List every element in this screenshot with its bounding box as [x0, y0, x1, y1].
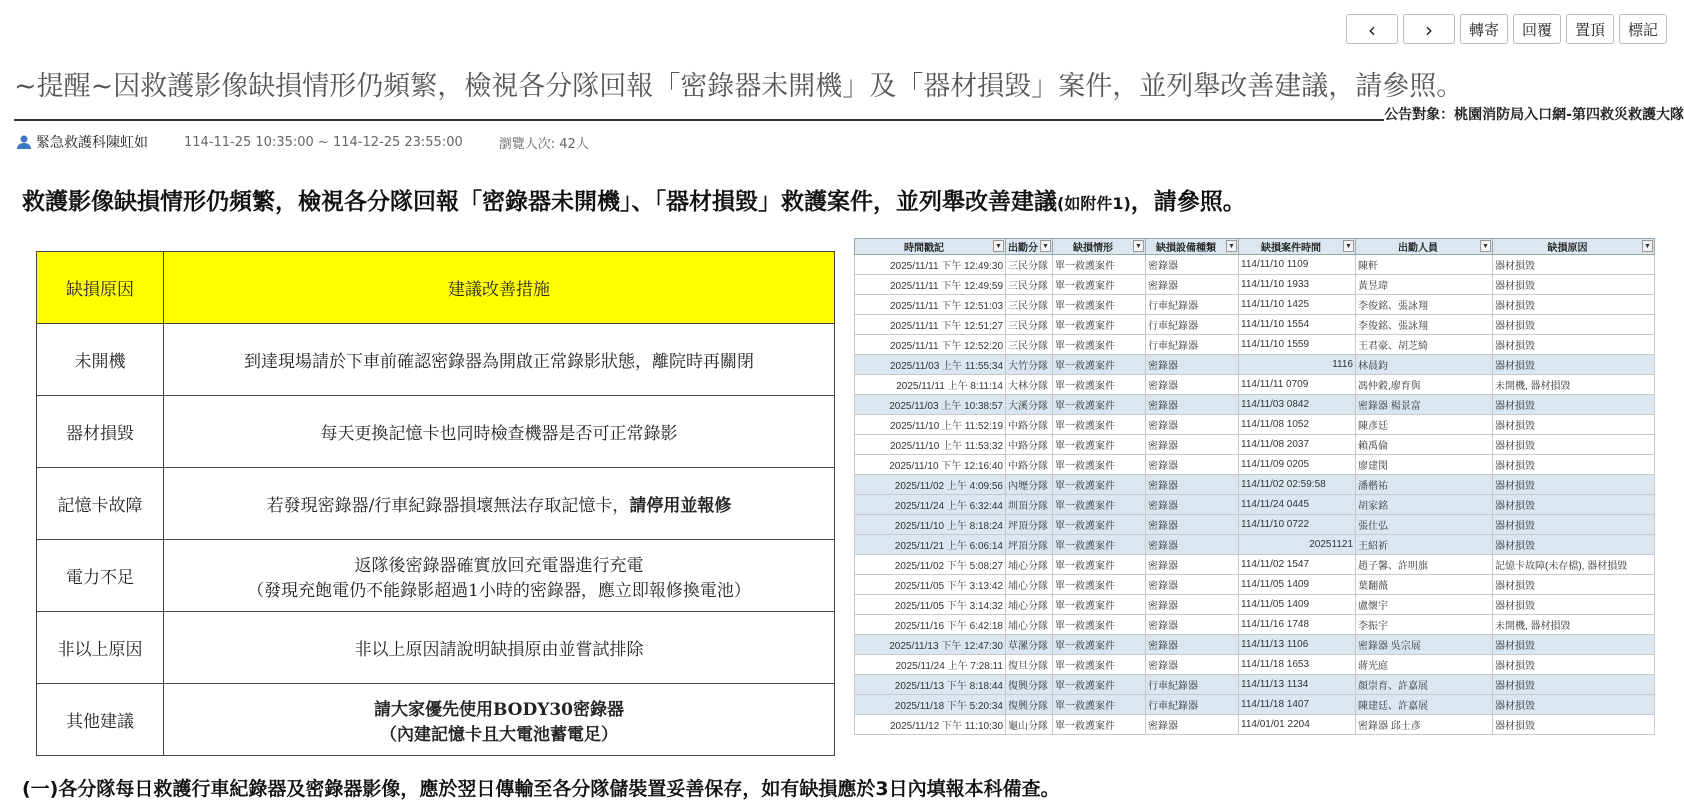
spreadsheet-cell[interactable]: 2025/11/24 上午 7:28:11 [855, 655, 1006, 675]
spreadsheet-cell[interactable]: 器材損毀 [1493, 535, 1655, 555]
spreadsheet-cell[interactable]: 賴禹倫 [1356, 435, 1493, 455]
spreadsheet-row [855, 275, 1655, 295]
spreadsheet-cell[interactable]: 行車紀錄器 [1146, 675, 1239, 695]
spreadsheet-cell[interactable]: 114/01/01 2204 [1239, 715, 1356, 735]
spreadsheet-cell[interactable]: 2025/11/03 上午 10:38:57 [855, 395, 1006, 415]
spreadsheet-cell[interactable]: 單一救護案件 [1053, 275, 1146, 295]
spreadsheet-cell[interactable]: 單一救護案件 [1053, 315, 1146, 335]
suggestion-row [37, 540, 835, 612]
spreadsheet-cell[interactable]: 大林分隊 [1006, 375, 1053, 395]
spreadsheet-cell[interactable]: 密錄器 [1146, 375, 1239, 395]
spreadsheet-cell[interactable]: 單一救護案件 [1053, 595, 1146, 615]
spreadsheet-cell[interactable]: 114/11/24 0445 [1239, 495, 1356, 515]
spreadsheet-cell[interactable]: 114/11/18 1653 [1239, 655, 1356, 675]
spreadsheet-cell[interactable]: 114/11/05 1409 [1239, 575, 1356, 595]
spreadsheet-cell[interactable]: 單一救護案件 [1053, 535, 1146, 555]
spreadsheet-cell[interactable]: 單一救護案件 [1053, 335, 1146, 355]
spreadsheet-cell[interactable]: 2025/11/16 下午 6:42:18 [855, 615, 1006, 635]
spreadsheet-cell[interactable]: 李俊銘、張詠翔 [1356, 295, 1493, 315]
column-header-label: 缺損原因 [1547, 243, 1588, 254]
post-dates: 114-11-25 10:35:00 ~ 114-12-25 23:55:00 [184, 134, 463, 150]
spreadsheet-cell[interactable]: 行車紀錄器 [1146, 295, 1239, 315]
spreadsheet-cell[interactable]: 114/11/03 0842 [1239, 395, 1356, 415]
spreadsheet-cell[interactable]: 陳軒 [1356, 255, 1493, 275]
spreadsheet-cell[interactable]: 密錄器 [1146, 535, 1239, 555]
user-icon [16, 134, 32, 150]
measure-line-1: 請大家優先使用BODY30密錄器 [373, 699, 625, 720]
spreadsheet-cell[interactable]: 114/11/10 1559 [1239, 335, 1356, 355]
column-header-label: 出勤分 [1008, 243, 1038, 254]
spreadsheet-cell[interactable]: 密錄器 吳宗展 [1356, 635, 1493, 655]
column-header[interactable] [1493, 239, 1655, 255]
spreadsheet-cell[interactable]: 密錄器 [1146, 595, 1239, 615]
spreadsheet-cell[interactable]: 埔心分隊 [1006, 555, 1053, 575]
headline-attachment-note: (如附件1) [1057, 194, 1131, 213]
measure-cell: 每天更換記憶卡也同時檢查機器是否可正常錄影 [164, 396, 835, 468]
reason-cell: 非以上原因 [37, 612, 164, 684]
spreadsheet-cell[interactable]: 中路分隊 [1006, 435, 1053, 455]
spreadsheet-cell[interactable]: 器材損毀 [1493, 255, 1655, 275]
spreadsheet-cell[interactable]: 2025/11/11 下午 12:49:59 [855, 275, 1006, 295]
spreadsheet-cell[interactable]: 單一救護案件 [1053, 355, 1146, 375]
spreadsheet-cell[interactable]: 王君豪、胡芝綺 [1356, 335, 1493, 355]
spreadsheet-cell[interactable]: 2025/11/11 下午 12:51:03 [855, 295, 1006, 315]
spreadsheet-row [855, 355, 1655, 375]
spreadsheet-row [855, 555, 1655, 575]
spreadsheet-cell[interactable]: 2025/11/11 下午 12:52:20 [855, 335, 1006, 355]
measure-line-2: （發現充飽電仍不能錄影超過1小時的密錄器，應立即報修換電池） [247, 580, 751, 601]
spreadsheet-cell[interactable]: 埔心分隊 [1006, 615, 1053, 635]
audience-label: 公告對象：桃園消防局入口網-第四救災救護大隊 [1384, 104, 1684, 124]
measure-cell: 非以上原因請說明缺損原由並嘗試排除 [164, 612, 835, 684]
spreadsheet-cell[interactable]: 器材損毀 [1493, 415, 1655, 435]
spreadsheet-cell[interactable]: 2025/11/05 下午 3:13:42 [855, 575, 1006, 595]
spreadsheet-cell[interactable]: 單一救護案件 [1053, 555, 1146, 575]
spreadsheet-cell[interactable]: 大溪分隊 [1006, 395, 1053, 415]
spreadsheet-cell[interactable]: 密錄器 [1146, 615, 1239, 635]
spreadsheet-cell[interactable]: 114/11/13 1134 [1239, 675, 1356, 695]
reason-cell: 未開機 [37, 324, 164, 396]
spreadsheet-row [855, 595, 1655, 615]
spreadsheet-row [855, 335, 1655, 355]
spreadsheet-cell[interactable]: 114/11/09 0205 [1239, 455, 1356, 475]
spreadsheet-cell[interactable]: 2025/11/10 上午 11:53:32 [855, 435, 1006, 455]
measure-emphasis: 請停用並報修 [629, 496, 732, 516]
spreadsheet-cell[interactable]: 密錄器 [1146, 555, 1239, 575]
spreadsheet-cell[interactable]: 胡家銘 [1356, 495, 1493, 515]
spreadsheet-cell[interactable]: 廖建閔 [1356, 455, 1493, 475]
spreadsheet-row [855, 575, 1655, 595]
filter-dropdown-icon[interactable]: ▼ [1226, 240, 1237, 252]
column-header-label: 缺損案件時間 [1261, 243, 1321, 254]
measure-cell [164, 684, 835, 756]
spreadsheet-cell[interactable]: 114/11/10 1425 [1239, 295, 1356, 315]
spreadsheet-cell[interactable]: 三民分隊 [1006, 335, 1053, 355]
spreadsheet-cell[interactable]: 器材損毀 [1493, 595, 1655, 615]
spreadsheet-cell[interactable]: 密錄器 [1146, 355, 1239, 375]
spreadsheet-cell[interactable]: 114/11/02 02:59:58 [1239, 475, 1356, 495]
spreadsheet-cell[interactable]: 李振宇 [1356, 615, 1493, 635]
spreadsheet-cell[interactable]: 單一救護案件 [1053, 715, 1146, 735]
spreadsheet-cell[interactable]: 密錄器 [1146, 455, 1239, 475]
spreadsheet-cell[interactable]: 密錄器 [1146, 275, 1239, 295]
spreadsheet-cell[interactable]: 記憶卡故障(未存檔), 器材損毀 [1493, 555, 1655, 575]
spreadsheet-row [855, 455, 1655, 475]
column-header-label: 時間戳記 [904, 243, 944, 254]
spreadsheet-row [855, 715, 1655, 735]
spreadsheet-cell[interactable]: 2025/11/11 下午 12:49:30 [855, 255, 1006, 275]
spreadsheet-cell[interactable]: 2025/11/02 上午 4:09:56 [855, 475, 1006, 495]
spreadsheet-cell[interactable]: 行車紀錄器 [1146, 695, 1239, 715]
spreadsheet-cell[interactable]: 復興分隊 [1006, 695, 1053, 715]
spreadsheet-cell[interactable]: 器材損毀 [1493, 315, 1655, 335]
filter-dropdown-icon[interactable]: ▼ [1642, 240, 1653, 252]
column-header-label: 缺損情形 [1073, 243, 1113, 254]
spreadsheet-cell[interactable]: 單一救護案件 [1053, 395, 1146, 415]
spreadsheet-cell[interactable]: 中路分隊 [1006, 415, 1053, 435]
spreadsheet-cell[interactable]: 陳建廷、許嘉展 [1356, 695, 1493, 715]
spreadsheet-cell[interactable]: 2025/11/03 上午 11:55:34 [855, 355, 1006, 375]
spreadsheet-cell[interactable]: 密錄器 [1146, 435, 1239, 455]
spreadsheet-cell[interactable]: 2025/11/11 上午 8:11:14 [855, 375, 1006, 395]
view-count: 瀏覽人次: 42人 [498, 136, 589, 152]
spreadsheet-cell[interactable]: 2025/11/10 下午 12:16:40 [855, 455, 1006, 475]
reason-cell: 記憶卡故障 [37, 468, 164, 540]
spreadsheet-cell[interactable]: 2025/11/18 下午 5:20:34 [855, 695, 1006, 715]
spreadsheet-cell[interactable]: 器材損毀 [1493, 655, 1655, 675]
spreadsheet-cell[interactable]: 復興分隊 [1006, 675, 1053, 695]
spreadsheet-row [855, 475, 1655, 495]
spreadsheet-cell[interactable]: 埔心分隊 [1006, 595, 1053, 615]
spreadsheet-cell[interactable]: 1116 [1239, 355, 1356, 375]
suggestion-row [37, 468, 835, 540]
suggestion-table [36, 251, 835, 756]
spreadsheet-row [855, 315, 1655, 335]
spreadsheet-cell[interactable]: 單一救護案件 [1053, 635, 1146, 655]
spreadsheet-cell[interactable]: 114/11/08 1052 [1239, 415, 1356, 435]
spreadsheet-cell[interactable]: 密錄器 [1146, 415, 1239, 435]
spreadsheet-header-row [855, 239, 1655, 255]
column-header[interactable] [1239, 239, 1356, 255]
spreadsheet-cell[interactable]: 單一救護案件 [1053, 415, 1146, 435]
spreadsheet-cell[interactable]: 三民分隊 [1006, 315, 1053, 335]
filter-dropdown-icon[interactable]: ▼ [1480, 240, 1491, 252]
spreadsheet-cell[interactable]: 密錄器 [1146, 395, 1239, 415]
spreadsheet-cell[interactable]: 器材損毀 [1493, 395, 1655, 415]
column-header-label: 出勤人員 [1398, 243, 1438, 254]
spreadsheet-cell[interactable]: 密錄器 [1146, 255, 1239, 275]
suggestion-row [37, 396, 835, 468]
spreadsheet-cell[interactable]: 114/11/10 1109 [1239, 255, 1356, 275]
column-header[interactable] [1053, 239, 1146, 255]
spreadsheet-cell[interactable]: 器材損毀 [1493, 435, 1655, 455]
spreadsheet-cell[interactable]: 單一救護案件 [1053, 615, 1146, 635]
spreadsheet-row [855, 515, 1655, 535]
spreadsheet-cell[interactable]: 114/11/10 1554 [1239, 315, 1356, 335]
headline-main: 救護影像缺損情形仍頻繁，檢視各分隊回報「密錄器未開機」、「器材損毀」救護案件，並列舉改善建議 [22, 189, 1057, 215]
header-reason: 缺損原因 [37, 252, 164, 324]
spreadsheet-cell[interactable]: 馮仲穀,廖育與 [1356, 375, 1493, 395]
spreadsheet-cell[interactable]: 單一救護案件 [1053, 475, 1146, 495]
spreadsheet-cell[interactable]: 三民分隊 [1006, 275, 1053, 295]
spreadsheet-cell[interactable]: 單一救護案件 [1053, 675, 1146, 695]
headline-end: ，請參照。 [1130, 189, 1246, 215]
spreadsheet-cell[interactable]: 2025/11/11 下午 12:51:27 [855, 315, 1006, 335]
spreadsheet-cell[interactable]: 草漯分隊 [1006, 635, 1053, 655]
spreadsheet-cell[interactable]: 2025/11/10 上午 11:52:19 [855, 415, 1006, 435]
filter-dropdown-icon[interactable]: ▼ [1343, 240, 1354, 252]
forward-button[interactable]: 轉寄 [1460, 14, 1508, 44]
spreadsheet-cell[interactable]: 114/11/02 1547 [1239, 555, 1356, 575]
spreadsheet-cell[interactable]: 單一救護案件 [1053, 575, 1146, 595]
spreadsheet-row [855, 415, 1655, 435]
post-title: ~提醒~因救護影像缺損情形仍頻繁，檢視各分隊回報「密錄器未開機」及「器材損毀」案件，並列舉改善建議，請參照。 [14, 71, 1464, 102]
spreadsheet-cell[interactable]: 2025/11/21 上午 6:06:14 [855, 535, 1006, 555]
reason-cell: 器材損毀 [37, 396, 164, 468]
suggestion-row [37, 324, 835, 396]
spreadsheet-cell[interactable]: 器材損毀 [1493, 675, 1655, 695]
spreadsheet-cell[interactable]: 行車紀錄器 [1146, 315, 1239, 335]
spreadsheet-cell[interactable]: 密錄器 [1146, 495, 1239, 515]
spreadsheet-cell[interactable]: 器材損毀 [1493, 355, 1655, 375]
spreadsheet-cell[interactable]: 114/11/08 2037 [1239, 435, 1356, 455]
measure-cell: 到達現場請於下車前確認密錄器為開啟正常錄影狀態，離院時再關閉 [164, 324, 835, 396]
spreadsheet-cell[interactable]: 圳頂分隊 [1006, 495, 1053, 515]
column-header[interactable] [1356, 239, 1493, 255]
column-header-label: 缺損設備種類 [1156, 243, 1216, 254]
author-link[interactable]: 緊急救護科陳虹如 [36, 135, 148, 151]
spreadsheet-cell[interactable]: 張仕弘 [1356, 515, 1493, 535]
spreadsheet-cell[interactable]: 114/11/11 0709 [1239, 375, 1356, 395]
header-measure: 建議改善措施 [164, 252, 835, 324]
spreadsheet-row [855, 655, 1655, 675]
spreadsheet-cell[interactable]: 林晨鈞 [1356, 355, 1493, 375]
spreadsheet-cell[interactable]: 單一救護案件 [1053, 255, 1146, 275]
spreadsheet-cell[interactable]: 114/11/10 0722 [1239, 515, 1356, 535]
spreadsheet-cell[interactable]: 2025/11/05 下午 3:14:32 [855, 595, 1006, 615]
post-toolbar [1346, 14, 1667, 44]
spreadsheet-cell[interactable]: 三民分隊 [1006, 255, 1053, 275]
spreadsheet-cell[interactable]: 器材損毀 [1493, 275, 1655, 295]
spreadsheet-cell[interactable]: 密錄器 邱士彥 [1356, 715, 1493, 735]
spreadsheet-cell[interactable]: 2025/11/12 下午 11:10:30 [855, 715, 1006, 735]
spreadsheet-row [855, 635, 1655, 655]
spreadsheet-row [855, 375, 1655, 395]
spreadsheet-cell[interactable]: 密錄器 [1146, 635, 1239, 655]
spreadsheet-cell[interactable]: 黃昱瑋 [1356, 275, 1493, 295]
spreadsheet-cell[interactable]: 李俊銘、張詠翔 [1356, 315, 1493, 335]
spreadsheet-cell[interactable]: 單一救護案件 [1053, 655, 1146, 675]
spreadsheet-cell[interactable]: 單一救護案件 [1053, 515, 1146, 535]
spreadsheet-cell[interactable]: 盧懷宇 [1356, 595, 1493, 615]
spreadsheet-cell[interactable]: 單一救護案件 [1053, 495, 1146, 515]
filter-dropdown-icon[interactable]: ▼ [1040, 240, 1051, 252]
prev-post-button[interactable]: ‹ [1346, 14, 1398, 44]
spreadsheet-cell[interactable]: 單一救護案件 [1053, 435, 1146, 455]
spreadsheet-cell[interactable]: 潘楷祐 [1356, 475, 1493, 495]
spreadsheet-row [855, 255, 1655, 275]
measure-line-1: 返隊後密錄器確實放回充電器進行充電 [354, 555, 644, 576]
spreadsheet-row [855, 295, 1655, 315]
spreadsheet-cell[interactable]: 王紹祈 [1356, 535, 1493, 555]
reply-button[interactable]: 回覆 [1513, 14, 1561, 44]
spreadsheet-cell[interactable]: 2025/11/13 下午 12:47:30 [855, 635, 1006, 655]
suggestion-row [37, 612, 835, 684]
spreadsheet-cell[interactable]: 密錄器 [1146, 655, 1239, 675]
spreadsheet-cell[interactable]: 未開機, 器材損毀 [1493, 375, 1655, 395]
measure-line-2: （內建記憶卡且大電池蓄電足） [380, 724, 618, 745]
spreadsheet-cell[interactable]: 器材損毀 [1493, 335, 1655, 355]
spreadsheet-cell[interactable]: 內壢分隊 [1006, 475, 1053, 495]
spreadsheet-cell[interactable]: 密錄器 [1146, 475, 1239, 495]
spreadsheet-cell[interactable]: 單一救護案件 [1053, 295, 1146, 315]
spreadsheet-cell[interactable]: 坪頂分隊 [1006, 535, 1053, 555]
spreadsheet-cell[interactable]: 114/11/05 1409 [1239, 595, 1356, 615]
spreadsheet-cell[interactable]: 114/11/16 1748 [1239, 615, 1356, 635]
spreadsheet-row [855, 675, 1655, 695]
spreadsheet-row [855, 695, 1655, 715]
spreadsheet-cell[interactable]: 20251121 [1239, 535, 1356, 555]
spreadsheet-row [855, 495, 1655, 515]
spreadsheet-cell[interactable]: 器材損毀 [1493, 495, 1655, 515]
spreadsheet-row [855, 535, 1655, 555]
spreadsheet-cell[interactable]: 2025/11/13 下午 8:18:44 [855, 675, 1006, 695]
pin-button[interactable]: 置頂 [1566, 14, 1614, 44]
spreadsheet-cell[interactable]: 器材損毀 [1493, 475, 1655, 495]
spreadsheet-cell[interactable]: 114/11/10 1933 [1239, 275, 1356, 295]
spreadsheet-cell[interactable]: 中路分隊 [1006, 455, 1053, 475]
spreadsheet-cell[interactable]: 單一救護案件 [1053, 375, 1146, 395]
spreadsheet-row [855, 615, 1655, 635]
footer-note: (一)各分隊每日救護行車紀錄器及密錄器影像，應於翌日傳輸至各分隊儲裝置妥善保存，如有缺損應於3日內填報本科備查。 [22, 778, 1060, 800]
spreadsheet-cell[interactable]: 2025/11/24 上午 6:32:44 [855, 495, 1006, 515]
suggestion-row [37, 684, 835, 756]
spreadsheet-body [855, 255, 1655, 735]
spreadsheet-cell[interactable]: 密錄器 [1146, 715, 1239, 735]
mark-button[interactable]: 標記 [1619, 14, 1667, 44]
spreadsheet-cell[interactable]: 2025/11/02 下午 5:08:27 [855, 555, 1006, 575]
body-headline [22, 183, 1246, 216]
spreadsheet-cell[interactable]: 單一救護案件 [1053, 455, 1146, 475]
column-header[interactable] [1146, 239, 1239, 255]
spreadsheet-cell[interactable]: 陳彥廷 [1356, 415, 1493, 435]
filter-dropdown-icon[interactable]: ▼ [993, 240, 1004, 252]
reason-cell: 其他建議 [37, 684, 164, 756]
spreadsheet-cell[interactable]: 2025/11/10 上午 8:18:24 [855, 515, 1006, 535]
reason-cell: 電力不足 [37, 540, 164, 612]
spreadsheet-cell[interactable]: 器材損毀 [1493, 515, 1655, 535]
spreadsheet-cell[interactable]: 坪頂分隊 [1006, 515, 1053, 535]
spreadsheet-cell[interactable]: 行車紀錄器 [1146, 335, 1239, 355]
column-header[interactable] [1006, 239, 1053, 255]
spreadsheet-cell[interactable]: 器材損毀 [1493, 455, 1655, 475]
next-post-button[interactable]: › [1403, 14, 1455, 44]
spreadsheet-cell[interactable]: 114/11/18 1407 [1239, 695, 1356, 715]
spreadsheet-cell[interactable]: 密錄器 [1146, 515, 1239, 535]
spreadsheet-cell[interactable]: 密錄器 [1146, 575, 1239, 595]
spreadsheet-cell[interactable]: 復旦分隊 [1006, 655, 1053, 675]
measure-text: 若發現密錄器/行車紀錄器損壞無法存取記憶卡， [266, 496, 630, 516]
spreadsheet-cell[interactable]: 密錄器 楊景富 [1356, 395, 1493, 415]
report-spreadsheet [854, 238, 1655, 735]
spreadsheet-cell[interactable]: 器材損毀 [1493, 295, 1655, 315]
spreadsheet-cell[interactable]: 器材損毀 [1493, 695, 1655, 715]
spreadsheet-cell[interactable]: 蔣光庭 [1356, 655, 1493, 675]
post-meta [16, 132, 589, 152]
spreadsheet-cell[interactable]: 大竹分隊 [1006, 355, 1053, 375]
suggestion-header-row [37, 252, 835, 324]
spreadsheet-cell[interactable]: 未開機, 器材損毀 [1493, 615, 1655, 635]
spreadsheet-cell[interactable]: 趙子馨、許明旗 [1356, 555, 1493, 575]
spreadsheet-row [855, 435, 1655, 455]
spreadsheet-cell[interactable]: 埔心分隊 [1006, 575, 1053, 595]
measure-cell [164, 468, 835, 540]
spreadsheet-cell[interactable]: 龜山分隊 [1006, 715, 1053, 735]
column-header[interactable] [855, 239, 1006, 255]
spreadsheet-cell[interactable]: 器材損毀 [1493, 635, 1655, 655]
spreadsheet-cell[interactable]: 器材損毀 [1493, 575, 1655, 595]
measure-cell [164, 540, 835, 612]
filter-dropdown-icon[interactable]: ▼ [1133, 240, 1144, 252]
spreadsheet-cell[interactable]: 器材損毀 [1493, 715, 1655, 735]
spreadsheet-cell[interactable]: 葉翻薇 [1356, 575, 1493, 595]
spreadsheet-cell[interactable]: 顏崇育、許嘉展 [1356, 675, 1493, 695]
spreadsheet-cell[interactable]: 三民分隊 [1006, 295, 1053, 315]
spreadsheet-cell[interactable]: 單一救護案件 [1053, 695, 1146, 715]
spreadsheet-row [855, 395, 1655, 415]
spreadsheet-cell[interactable]: 114/11/13 1106 [1239, 635, 1356, 655]
